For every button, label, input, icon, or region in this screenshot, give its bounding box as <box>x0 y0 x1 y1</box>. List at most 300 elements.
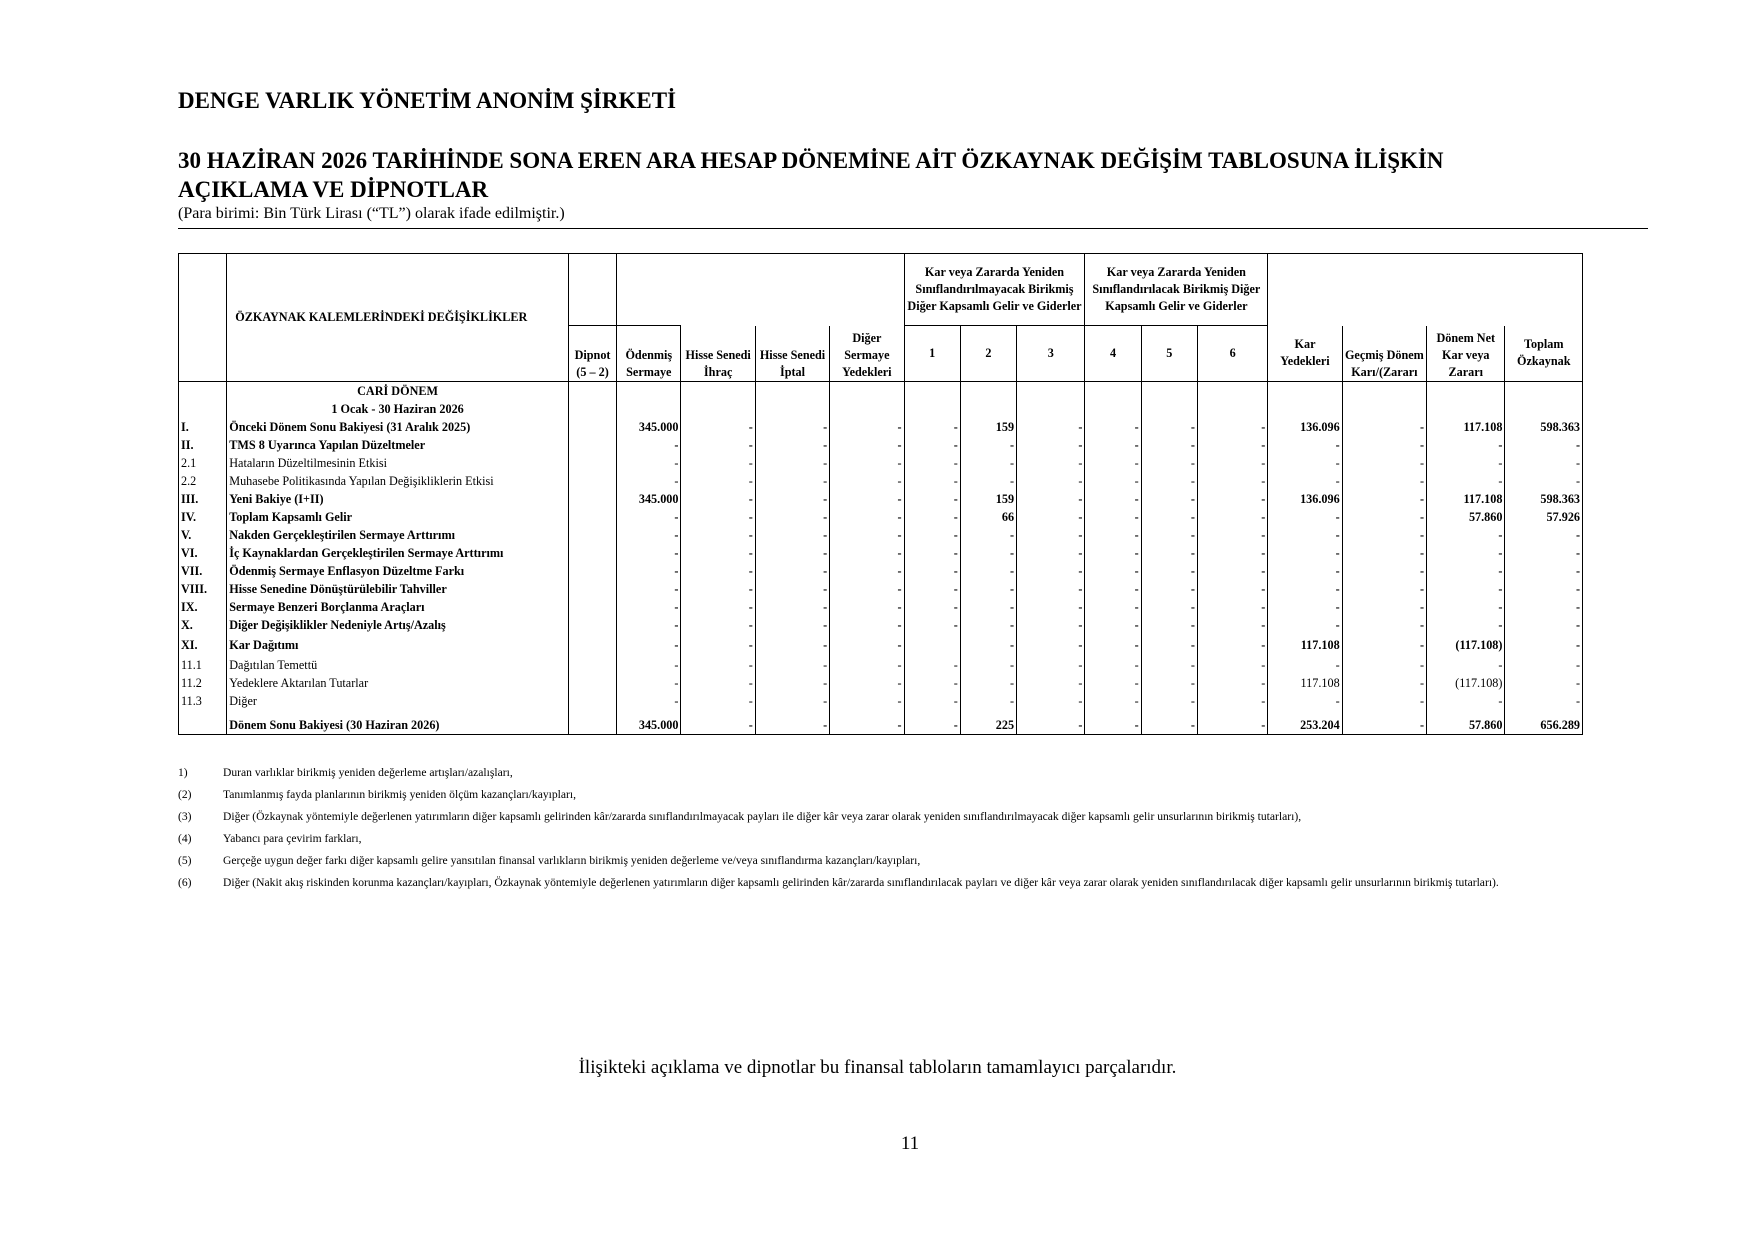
cell-value: - <box>1197 674 1267 692</box>
footnote-number: (5) <box>178 854 192 867</box>
cell-value: - <box>1505 674 1583 692</box>
cell-value: 225 <box>960 716 1016 735</box>
cell-value: - <box>755 562 829 580</box>
cell-value: - <box>617 526 681 544</box>
col-header: 1 <box>904 326 960 382</box>
cell-value: 345.000 <box>617 418 681 436</box>
cell-value: - <box>681 634 755 656</box>
cell-value: - <box>904 656 960 674</box>
cell-value: - <box>830 418 904 436</box>
cell-value: - <box>1085 490 1141 508</box>
cell-value: - <box>830 490 904 508</box>
cell-value: - <box>1197 508 1267 526</box>
row-label: Dağıtılan Temettü <box>227 656 569 674</box>
cell-value: - <box>960 436 1016 454</box>
cell-value: - <box>755 716 829 735</box>
cell-value: - <box>830 598 904 616</box>
cell-value: - <box>1268 562 1342 580</box>
cell-value: - <box>1268 598 1342 616</box>
cell-value: - <box>1427 580 1505 598</box>
cell-value: - <box>1197 656 1267 674</box>
footnote-number: (2) <box>178 788 192 801</box>
cell-value: - <box>755 508 829 526</box>
cell-value: 159 <box>960 418 1016 436</box>
cell-value: - <box>617 634 681 656</box>
cell-value: - <box>617 656 681 674</box>
cell-value: - <box>1427 436 1505 454</box>
row-label: İç Kaynaklardan Gerçekleştirilen Sermaye Arttırımı <box>227 544 569 562</box>
col-header: Toplam Özkaynak <box>1505 326 1583 382</box>
cell-value: - <box>1141 598 1197 616</box>
footnote-text: Diğer (Nakit akış riskinden korunma kazançları/kayıpları, Özkaynak yöntemiyle değerlenen yatırımların diğer kapsamlı gelirinden kâr/zararda sınıflandırılacak payları ve diğer kâr veya zarar olarak yeniden sınıflandırılacak diğer kapsamlı gelir unsurlarının birikmiş tutarları). <box>223 876 1499 889</box>
cell-value: 57.926 <box>1505 508 1583 526</box>
footnote-number: (6) <box>178 876 192 889</box>
cell-value: - <box>1342 716 1426 735</box>
col-header: Dipnot (5 – 2) <box>568 326 616 382</box>
table-row <box>179 472 1583 490</box>
footnote-number: (4) <box>178 832 192 845</box>
cell-value: - <box>1268 454 1342 472</box>
cell-value: - <box>1197 472 1267 490</box>
footnote <box>178 853 1646 868</box>
cell-value: - <box>1197 418 1267 436</box>
col-header: 4 <box>1085 326 1141 382</box>
cell-value: - <box>1141 418 1197 436</box>
cell-value: - <box>1342 526 1426 544</box>
cell-value: - <box>1505 616 1583 634</box>
cell-value: - <box>755 674 829 692</box>
table-row <box>179 562 1583 580</box>
row-code: IX. <box>179 598 227 616</box>
table-row <box>179 490 1583 508</box>
row-label: Ödenmiş Sermaye Enflasyon Düzeltme Farkı <box>227 562 569 580</box>
table-row <box>179 598 1583 616</box>
cell-value: - <box>1085 436 1141 454</box>
cell-value: 117.108 <box>1268 634 1342 656</box>
footnote-text: Gerçeğe uygun değer farkı diğer kapsamlı gelire yansıtılan finansal varlıkların birikmiş yeniden değerleme ve/veya sınıflandırma kazançları/kayıpları, <box>223 854 921 867</box>
row-code: VIII. <box>179 580 227 598</box>
cell-value: - <box>1141 716 1197 735</box>
cell-value <box>568 692 616 710</box>
row-label: Diğer <box>227 692 569 710</box>
col-header: Hisse Senedi İptal <box>755 326 829 382</box>
cell-value: - <box>1197 692 1267 710</box>
row-code: 11.2 <box>179 674 227 692</box>
cell-value: - <box>617 674 681 692</box>
table-row <box>179 634 1583 656</box>
cell-value: 117.108 <box>1268 674 1342 692</box>
cell-value: - <box>681 656 755 674</box>
cell-value: 117.108 <box>1427 418 1505 436</box>
cell-value: - <box>1342 598 1426 616</box>
cell-value: - <box>1268 692 1342 710</box>
cell-value: - <box>1085 544 1141 562</box>
cell-value: 159 <box>960 490 1016 508</box>
cell-value: - <box>830 562 904 580</box>
footer-note: İlişikteki açıklama ve dipnotlar bu finansal tabloların tamamlayıcı parçalarıdır. <box>578 1057 1177 1078</box>
header-rule <box>178 228 1648 229</box>
company-name: DENGE VARLIK YÖNETİM ANONİM ŞİRKETİ <box>178 88 677 113</box>
cell-value: - <box>755 544 829 562</box>
cell-value: 57.860 <box>1427 508 1505 526</box>
col-header: Geçmiş Dönem Karı/(Zararı <box>1342 326 1426 382</box>
cell-value: - <box>1017 508 1085 526</box>
cell-value: - <box>1427 454 1505 472</box>
col-header: 6 <box>1197 326 1267 382</box>
cell-value: - <box>1141 634 1197 656</box>
row-code: IV. <box>179 508 227 526</box>
group-header-reclassified: Kar veya Zararda Yeniden Sınıflandırılacak Birikmiş Diğer Kapsamlı Gelir ve Giderler <box>1085 254 1268 326</box>
cell-value: - <box>617 692 681 710</box>
cell-value: - <box>904 580 960 598</box>
cell-value: - <box>1505 454 1583 472</box>
currency-note: (Para birimi: Bin Türk Lirası (“TL”) olarak ifade edilmiştir.) <box>178 205 565 222</box>
cell-value: 598.363 <box>1505 418 1583 436</box>
cell-value: - <box>1342 562 1426 580</box>
cell-value: - <box>1017 526 1085 544</box>
cell-value: - <box>1141 616 1197 634</box>
cell-value: - <box>1427 526 1505 544</box>
cell-value: - <box>1085 508 1141 526</box>
cell-value: - <box>1342 634 1426 656</box>
row-label: Hisse Senedine Dönüştürülebilir Tahviller <box>227 580 569 598</box>
cell-value: - <box>1197 454 1267 472</box>
cell-value: - <box>1017 716 1085 735</box>
cell-value: - <box>1505 544 1583 562</box>
row-label: Önceki Dönem Sonu Bakiyesi (31 Aralık 2025) <box>227 418 569 436</box>
col-header: Kar Yedekleri <box>1268 326 1342 382</box>
footnote <box>178 787 1646 802</box>
footnote-text: Diğer (Özkaynak yöntemiyle değerlenen yatırımların diğer kapsamlı gelirinden kâr/zararda sınıflandırılmayacak payları ile diğer kâr veya zarar olarak yeniden sınıflandırılmayacak diğer kapsamlı gelir unsurlarının birikmiş tutarları), <box>223 810 1302 823</box>
footnote <box>178 875 1646 890</box>
table-row <box>179 508 1583 526</box>
cell-value: - <box>1342 454 1426 472</box>
cell-value: - <box>904 616 960 634</box>
cell-value <box>568 490 616 508</box>
cell-value: - <box>1141 656 1197 674</box>
footnote <box>178 809 1646 824</box>
row-label: Diğer Değişiklikler Nedeniyle Artış/Azalış <box>227 616 569 634</box>
table-row <box>179 436 1583 454</box>
cell-value: - <box>755 634 829 656</box>
cell-value: - <box>904 716 960 735</box>
row-code <box>179 716 227 735</box>
row-code: 2.1 <box>179 454 227 472</box>
cell-value: - <box>1427 472 1505 490</box>
col-header: Diğer Sermaye Yedekleri <box>830 326 904 382</box>
row-code: 2.2 <box>179 472 227 490</box>
cell-value <box>568 716 616 735</box>
cell-value: - <box>1141 436 1197 454</box>
cell-value: - <box>755 692 829 710</box>
page-title <box>178 146 1658 204</box>
cell-value: - <box>1342 656 1426 674</box>
cell-value: - <box>904 436 960 454</box>
cell-value: - <box>755 580 829 598</box>
cell-value: - <box>960 526 1016 544</box>
cell-value: - <box>904 472 960 490</box>
cell-value: - <box>904 562 960 580</box>
cell-value: - <box>681 598 755 616</box>
cell-value: - <box>960 674 1016 692</box>
cell-value: - <box>1017 418 1085 436</box>
cell-value: 136.096 <box>1268 418 1342 436</box>
cell-value: - <box>1268 616 1342 634</box>
cell-value: - <box>1342 508 1426 526</box>
cell-value: - <box>830 692 904 710</box>
cell-value <box>568 526 616 544</box>
cell-value: - <box>1141 562 1197 580</box>
cell-value: - <box>1141 580 1197 598</box>
cell-value: - <box>960 598 1016 616</box>
row-code: XI. <box>179 634 227 656</box>
cell-value: - <box>830 656 904 674</box>
cell-value: - <box>830 674 904 692</box>
cell-value: - <box>1342 580 1426 598</box>
cell-value: - <box>755 454 829 472</box>
cell-value: - <box>1085 674 1141 692</box>
cell-value: - <box>681 454 755 472</box>
cell-value <box>568 472 616 490</box>
page-number: 11 <box>900 1133 920 1154</box>
cell-value: - <box>1505 436 1583 454</box>
cell-value: - <box>1017 598 1085 616</box>
row-label: Toplam Kapsamlı Gelir <box>227 508 569 526</box>
cell-value: - <box>830 616 904 634</box>
cell-value: - <box>1197 490 1267 508</box>
cell-value <box>568 544 616 562</box>
cell-value: - <box>1017 634 1085 656</box>
col-header: Hisse Senedi İhraç <box>681 326 755 382</box>
cell-value: - <box>1268 508 1342 526</box>
footnote-text: Yabancı para çevirim farkları, <box>223 832 362 845</box>
cell-value: 57.860 <box>1427 716 1505 735</box>
cell-value: - <box>830 454 904 472</box>
cell-value: - <box>1141 692 1197 710</box>
cell-value: - <box>1085 454 1141 472</box>
cell-value <box>568 508 616 526</box>
cell-value: - <box>904 526 960 544</box>
table-row <box>179 418 1583 436</box>
cell-value: - <box>1505 692 1583 710</box>
row-code: I. <box>179 418 227 436</box>
table-row <box>179 544 1583 562</box>
cell-value: - <box>681 490 755 508</box>
col-header: Dönem Net Kar veya Zararı <box>1427 326 1505 382</box>
row-code: VI. <box>179 544 227 562</box>
cell-value: - <box>1085 634 1141 656</box>
row-label: Dönem Sonu Bakiyesi (30 Haziran 2026) <box>227 716 569 735</box>
cell-value: - <box>1427 544 1505 562</box>
cell-value: - <box>960 472 1016 490</box>
period-range: 1 Ocak - 30 Haziran 2026 <box>227 400 569 418</box>
cell-value: - <box>755 418 829 436</box>
cell-value: - <box>830 526 904 544</box>
cell-value <box>568 656 616 674</box>
cell-value: - <box>960 580 1016 598</box>
cell-value: - <box>1085 562 1141 580</box>
cell-value: - <box>1017 616 1085 634</box>
cell-value: - <box>1197 544 1267 562</box>
row-label: Yedeklere Aktarılan Tutarlar <box>227 674 569 692</box>
cell-value: - <box>1017 674 1085 692</box>
cell-value: - <box>960 692 1016 710</box>
cell-value: - <box>617 454 681 472</box>
cell-value <box>568 674 616 692</box>
table-row <box>179 656 1583 674</box>
cell-value: - <box>960 634 1016 656</box>
col-header: Ödenmiş Sermaye <box>617 326 681 382</box>
cell-value: 253.204 <box>1268 716 1342 735</box>
cell-value: - <box>1505 634 1583 656</box>
cell-value: - <box>617 598 681 616</box>
cell-value: - <box>904 490 960 508</box>
cell-value: - <box>1085 616 1141 634</box>
cell-value: - <box>1427 656 1505 674</box>
cell-value: - <box>904 674 960 692</box>
cell-value: - <box>1342 490 1426 508</box>
cell-value: - <box>1141 508 1197 526</box>
cell-value <box>568 634 616 656</box>
cell-value: - <box>681 436 755 454</box>
cell-value: - <box>1505 472 1583 490</box>
cell-value: 598.363 <box>1505 490 1583 508</box>
footnote <box>178 765 1646 780</box>
cell-value: - <box>617 508 681 526</box>
period-title: CARİ DÖNEM <box>227 382 569 401</box>
col-header: 5 <box>1141 326 1197 382</box>
cell-value: - <box>904 418 960 436</box>
col-header: 3 <box>1017 326 1085 382</box>
cell-value: 66 <box>960 508 1016 526</box>
cell-value: - <box>1268 526 1342 544</box>
cell-value: - <box>1197 716 1267 735</box>
cell-value: - <box>960 562 1016 580</box>
cell-value: - <box>1085 472 1141 490</box>
cell-value <box>904 634 960 656</box>
cell-value: 345.000 <box>617 716 681 735</box>
row-label: Muhasebe Politikasında Yapılan Değişikliklerin Etkisi <box>227 472 569 490</box>
cell-value: - <box>755 616 829 634</box>
cell-value: - <box>681 526 755 544</box>
cell-value: - <box>904 508 960 526</box>
cell-value: - <box>904 544 960 562</box>
cell-value: - <box>1342 674 1426 692</box>
cell-value: - <box>1141 674 1197 692</box>
cell-value: - <box>1085 656 1141 674</box>
cell-value <box>568 562 616 580</box>
cell-value: - <box>1268 580 1342 598</box>
table-row <box>179 716 1583 735</box>
cell-value: - <box>1017 436 1085 454</box>
cell-value: - <box>1505 656 1583 674</box>
cell-value: - <box>1141 472 1197 490</box>
row-label: Nakden Gerçekleştirilen Sermaye Arttırımı <box>227 526 569 544</box>
cell-value: 656.289 <box>1505 716 1583 735</box>
cell-value: - <box>681 616 755 634</box>
table-row <box>179 674 1583 692</box>
cell-value: - <box>755 598 829 616</box>
row-code: 11.3 <box>179 692 227 710</box>
cell-value: - <box>1141 526 1197 544</box>
cell-value: - <box>617 580 681 598</box>
table-row <box>179 580 1583 598</box>
cell-value: (117.108) <box>1427 634 1505 656</box>
cell-value: - <box>1342 472 1426 490</box>
cell-value: - <box>1017 580 1085 598</box>
cell-value: - <box>681 692 755 710</box>
cell-value: - <box>1197 436 1267 454</box>
cell-value: - <box>1017 562 1085 580</box>
table-row <box>179 616 1583 634</box>
row-code: 11.1 <box>179 656 227 674</box>
cell-value: - <box>681 418 755 436</box>
cell-value: - <box>1141 544 1197 562</box>
cell-value: - <box>755 472 829 490</box>
cell-value: - <box>830 436 904 454</box>
cell-value: - <box>1197 598 1267 616</box>
footnote <box>178 831 1646 846</box>
footnote-text: Duran varlıklar birikmiş yeniden değerleme artışları/azalışları, <box>223 766 513 779</box>
cell-value: - <box>830 508 904 526</box>
cell-value: - <box>617 562 681 580</box>
cell-value: - <box>1342 692 1426 710</box>
cell-value <box>568 454 616 472</box>
cell-value: - <box>960 656 1016 674</box>
row-label: Yeni Bakiye (I+II) <box>227 490 569 508</box>
cell-value: - <box>1427 692 1505 710</box>
cell-value: - <box>1085 598 1141 616</box>
row-code: X. <box>179 616 227 634</box>
cell-value: - <box>1085 580 1141 598</box>
cell-value: - <box>904 598 960 616</box>
cell-value: (117.108) <box>1427 674 1505 692</box>
cell-value: - <box>1505 562 1583 580</box>
cell-value: - <box>1197 616 1267 634</box>
cell-value <box>568 436 616 454</box>
period-range-row <box>179 400 1583 418</box>
cell-value: - <box>1197 634 1267 656</box>
cell-value: - <box>1427 562 1505 580</box>
cell-value: 117.108 <box>1427 490 1505 508</box>
cell-value: - <box>1197 580 1267 598</box>
cell-value: - <box>1085 692 1141 710</box>
cell-value: - <box>617 544 681 562</box>
cell-value: - <box>1505 580 1583 598</box>
cell-value: - <box>755 656 829 674</box>
table-row <box>179 454 1583 472</box>
cell-value: 345.000 <box>617 490 681 508</box>
cell-value: - <box>1268 544 1342 562</box>
cell-value: - <box>755 490 829 508</box>
cell-value: - <box>1017 692 1085 710</box>
cell-value: - <box>1268 436 1342 454</box>
cell-value: - <box>960 616 1016 634</box>
cell-value: - <box>1342 418 1426 436</box>
main-header: ÖZKAYNAK KALEMLERİNDEKİ DEĞİŞİKLİKLER <box>227 254 569 326</box>
row-label: Hataların Düzeltilmesinin Etkisi <box>227 454 569 472</box>
cell-value: - <box>681 508 755 526</box>
cell-value: - <box>755 436 829 454</box>
cell-value: - <box>1197 526 1267 544</box>
cell-value: - <box>830 544 904 562</box>
row-code: VII. <box>179 562 227 580</box>
cell-value: - <box>681 674 755 692</box>
cell-value: - <box>1505 526 1583 544</box>
cell-value: - <box>1017 544 1085 562</box>
footnote-text: Tanımlanmış fayda planlarının birikmiş yeniden ölçüm kazançları/kayıpları, <box>223 788 577 801</box>
table-row <box>179 526 1583 544</box>
